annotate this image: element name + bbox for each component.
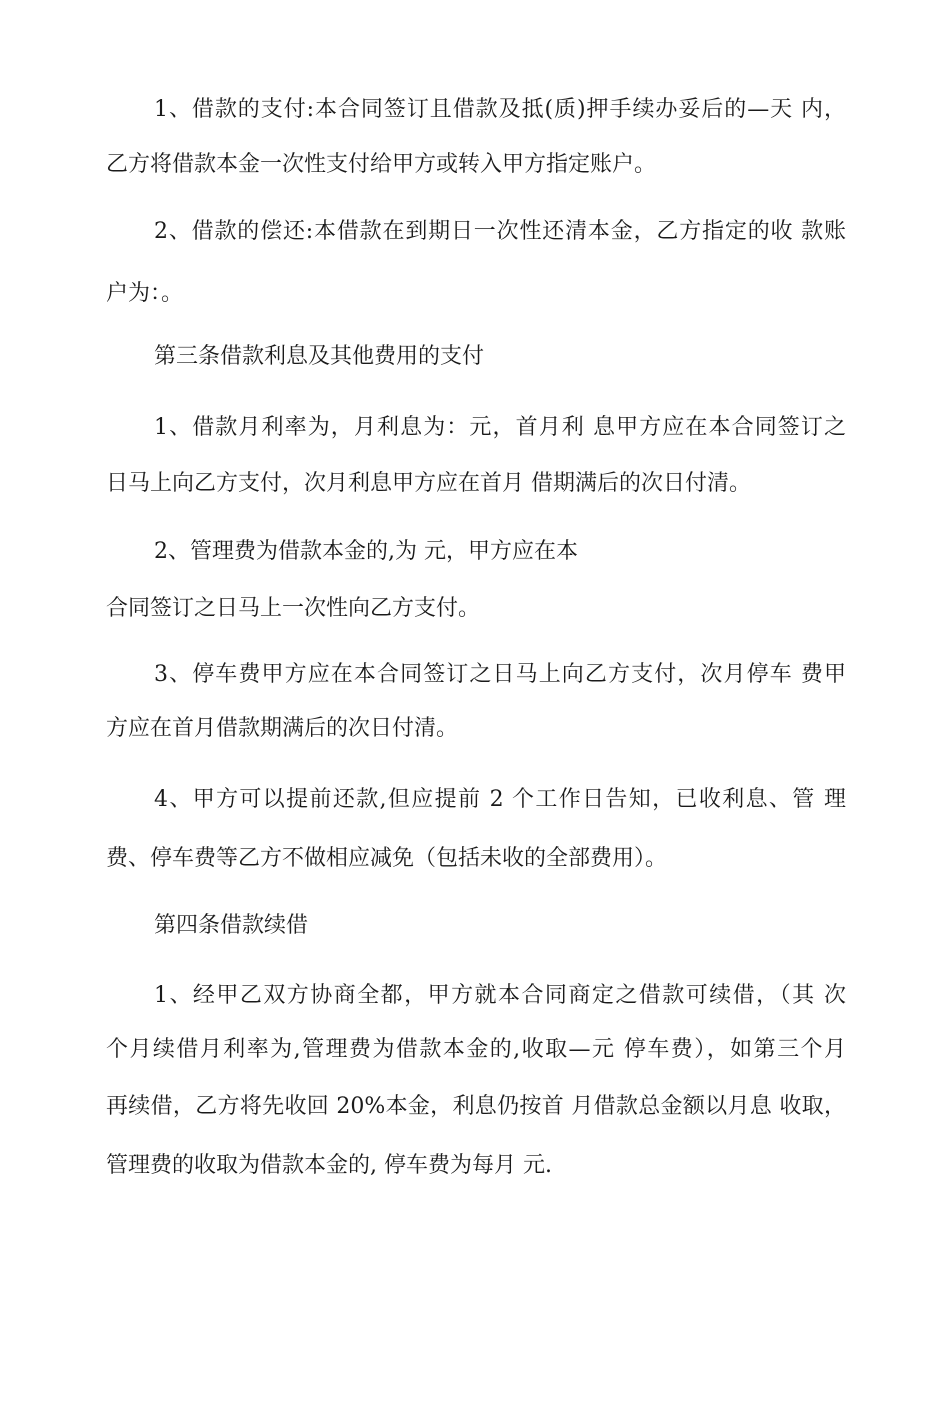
- article-3-item-3-line-2: 方应在首月借款期满后的次日付清。: [106, 716, 459, 741]
- article-3-item-1-line-1: 1、借款月利率为，月利息为：元，首月利 息甲方应在本合同签订之: [154, 415, 846, 440]
- article-3-item-4-line-1: 4、甲方可以提前还款,但应提前 2 个工作日告知，已收利息、管 理: [154, 787, 846, 812]
- article-4-item-1-line-2: 个月续借月利率为,管理费为借款本金的,收取—元 停车费），如第三个月: [106, 1037, 846, 1062]
- clause-2-line-1: 2、借款的偿还:本借款在到期日一次性还清本金，乙方指定的收 款账: [154, 219, 846, 244]
- article-4-item-1-line-1: 1、经甲乙双方协商全都，甲方就本合同商定之借款可续借，（其 次: [154, 983, 846, 1008]
- clause-1-line-2: 乙方将借款本金一次性支付给甲方或转入甲方指定账户。: [106, 152, 657, 177]
- clause-2-line-2: 户为：。: [106, 281, 184, 306]
- article-3-item-2-line-2: 合同签订之日马上一次性向乙方支付。: [106, 596, 481, 621]
- article-4-item-1-line-4: 管理费的收取为借款本金的, 停车费为每月 元.: [106, 1153, 552, 1178]
- article-3-item-1-line-2: 日马上向乙方支付，次月利息甲方应在首月 借期满后的次日付清。: [106, 471, 751, 496]
- article-3-heading: 第三条借款利息及其他费用的支付: [154, 344, 485, 369]
- article-3-item-2-line-1: 2、管理费为借款本金的,为 元，甲方应在本: [154, 539, 578, 564]
- article-4-heading: 第四条借款续借: [154, 913, 309, 938]
- clause-1-line-1: 1、借款的支付:本合同签订且借款及抵(质)押手续办妥后的—天 内，: [154, 97, 846, 122]
- article-3-item-4-line-2: 费、停车费等乙方不做相应减免（包括未收的全部费用）。: [106, 846, 668, 871]
- article-4-item-1-line-3: 再续借，乙方将先收回 20%本金，利息仍按首 月借款总金额以月息 收取，: [106, 1094, 846, 1119]
- article-3-item-3-line-1: 3、停车费甲方应在本合同签订之日马上向乙方支付，次月停车 费甲: [154, 662, 846, 687]
